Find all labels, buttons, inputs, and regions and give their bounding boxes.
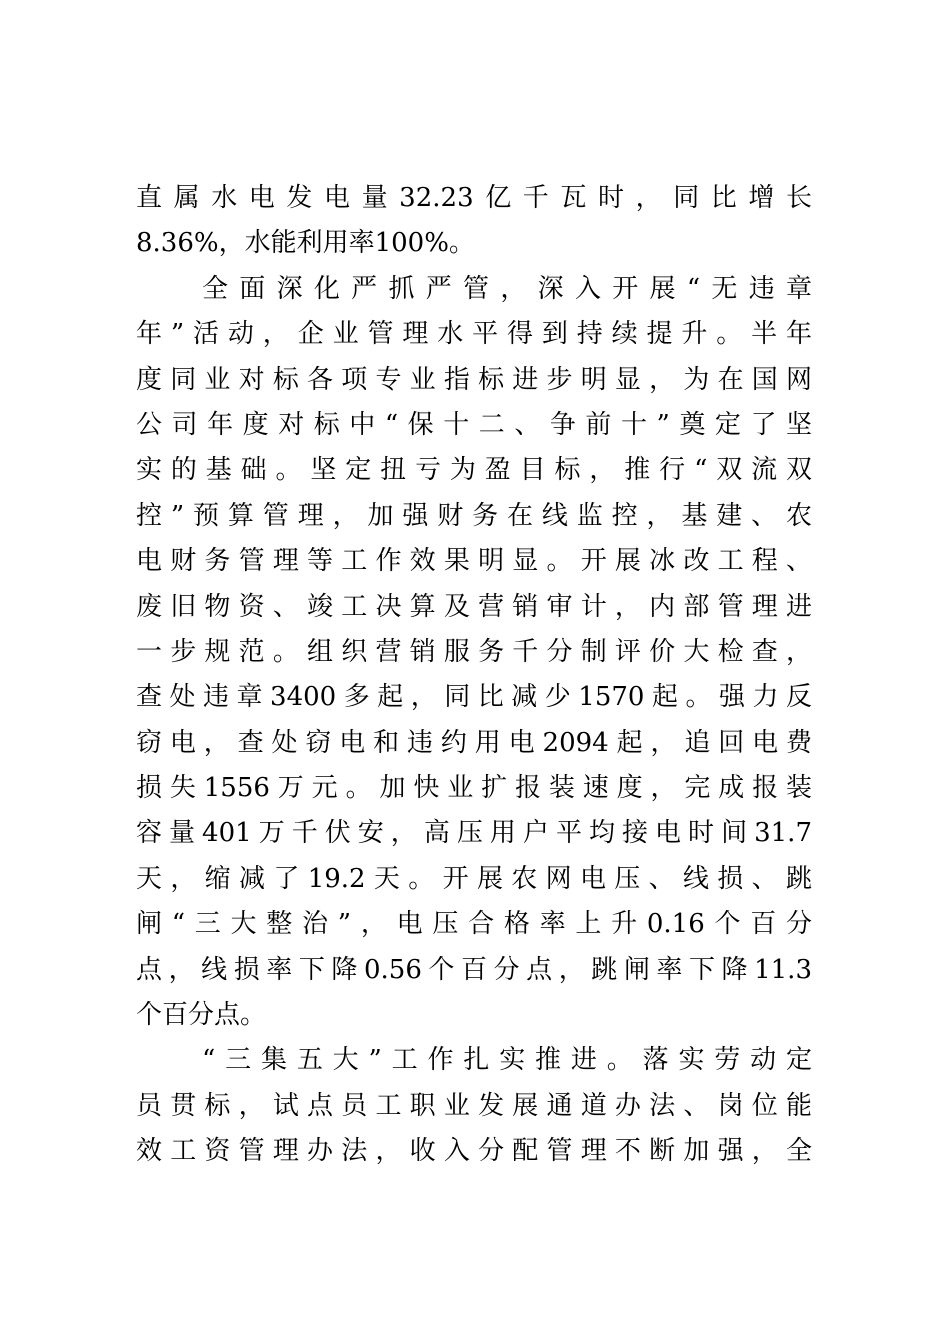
- text-line: 损失1556万元。加快业扩报装速度，完成报装: [136, 773, 812, 804]
- text-line: 窃电，查处窃电和违约用电2094起，追回电费: [136, 727, 812, 758]
- text-line: 公司年度对标中“保十二、争前十”奠定了坚: [136, 409, 812, 440]
- text-line: 实的基础。坚定扭亏为盈目标，推行“双流双: [136, 455, 812, 486]
- text-line: 废旧物资、竣工决算及营销审计，内部管理进: [136, 591, 812, 622]
- text-line: 容量401万千伏安，高压用户平均接电时间31.7: [136, 818, 812, 849]
- text-line: 点，线损率下降0.56个百分点，跳闸率下降11.3: [136, 954, 812, 985]
- text-line: 天，缩减了19.2天。开展农网电压、线损、跳: [136, 863, 812, 894]
- text-line: 年”活动，企业管理水平得到持续提升。半年: [136, 319, 812, 350]
- paragraph-first-line: 全面深化严抓严管，深入开展“无违章: [202, 273, 812, 304]
- body-text: [136, 176, 812, 1175]
- text-line: 控”预算管理，加强财务在线监控，基建、农: [136, 500, 812, 531]
- text-line: 一步规范。组织营销服务千分制评价大检查，: [136, 636, 812, 667]
- text-line: 直属水电发电量32.23亿千瓦时，同比增长: [136, 183, 812, 213]
- paragraph-first-line: “三集五大”工作扎实推进。落实劳动定: [202, 1045, 812, 1076]
- text-line: 效工资管理办法，收入分配管理不断加强，全: [136, 1136, 812, 1167]
- text-line: 个百分点。: [136, 1000, 267, 1031]
- text-line: 查处违章3400多起，同比减少1570起。强力反: [136, 682, 812, 713]
- text-line: 闸“三大整治”，电压合格率上升0.16个百分: [136, 909, 812, 940]
- text-line: 电财务管理等工作效果明显。开展冰改工程、: [136, 546, 812, 577]
- text-line: 8.36%，水能利用率100%。: [136, 228, 475, 259]
- text-line: 员贯标，试点员工职业发展通道办法、岗位能: [136, 1090, 812, 1121]
- text-line: 度同业对标各项专业指标进步明显，为在国网: [136, 364, 812, 395]
